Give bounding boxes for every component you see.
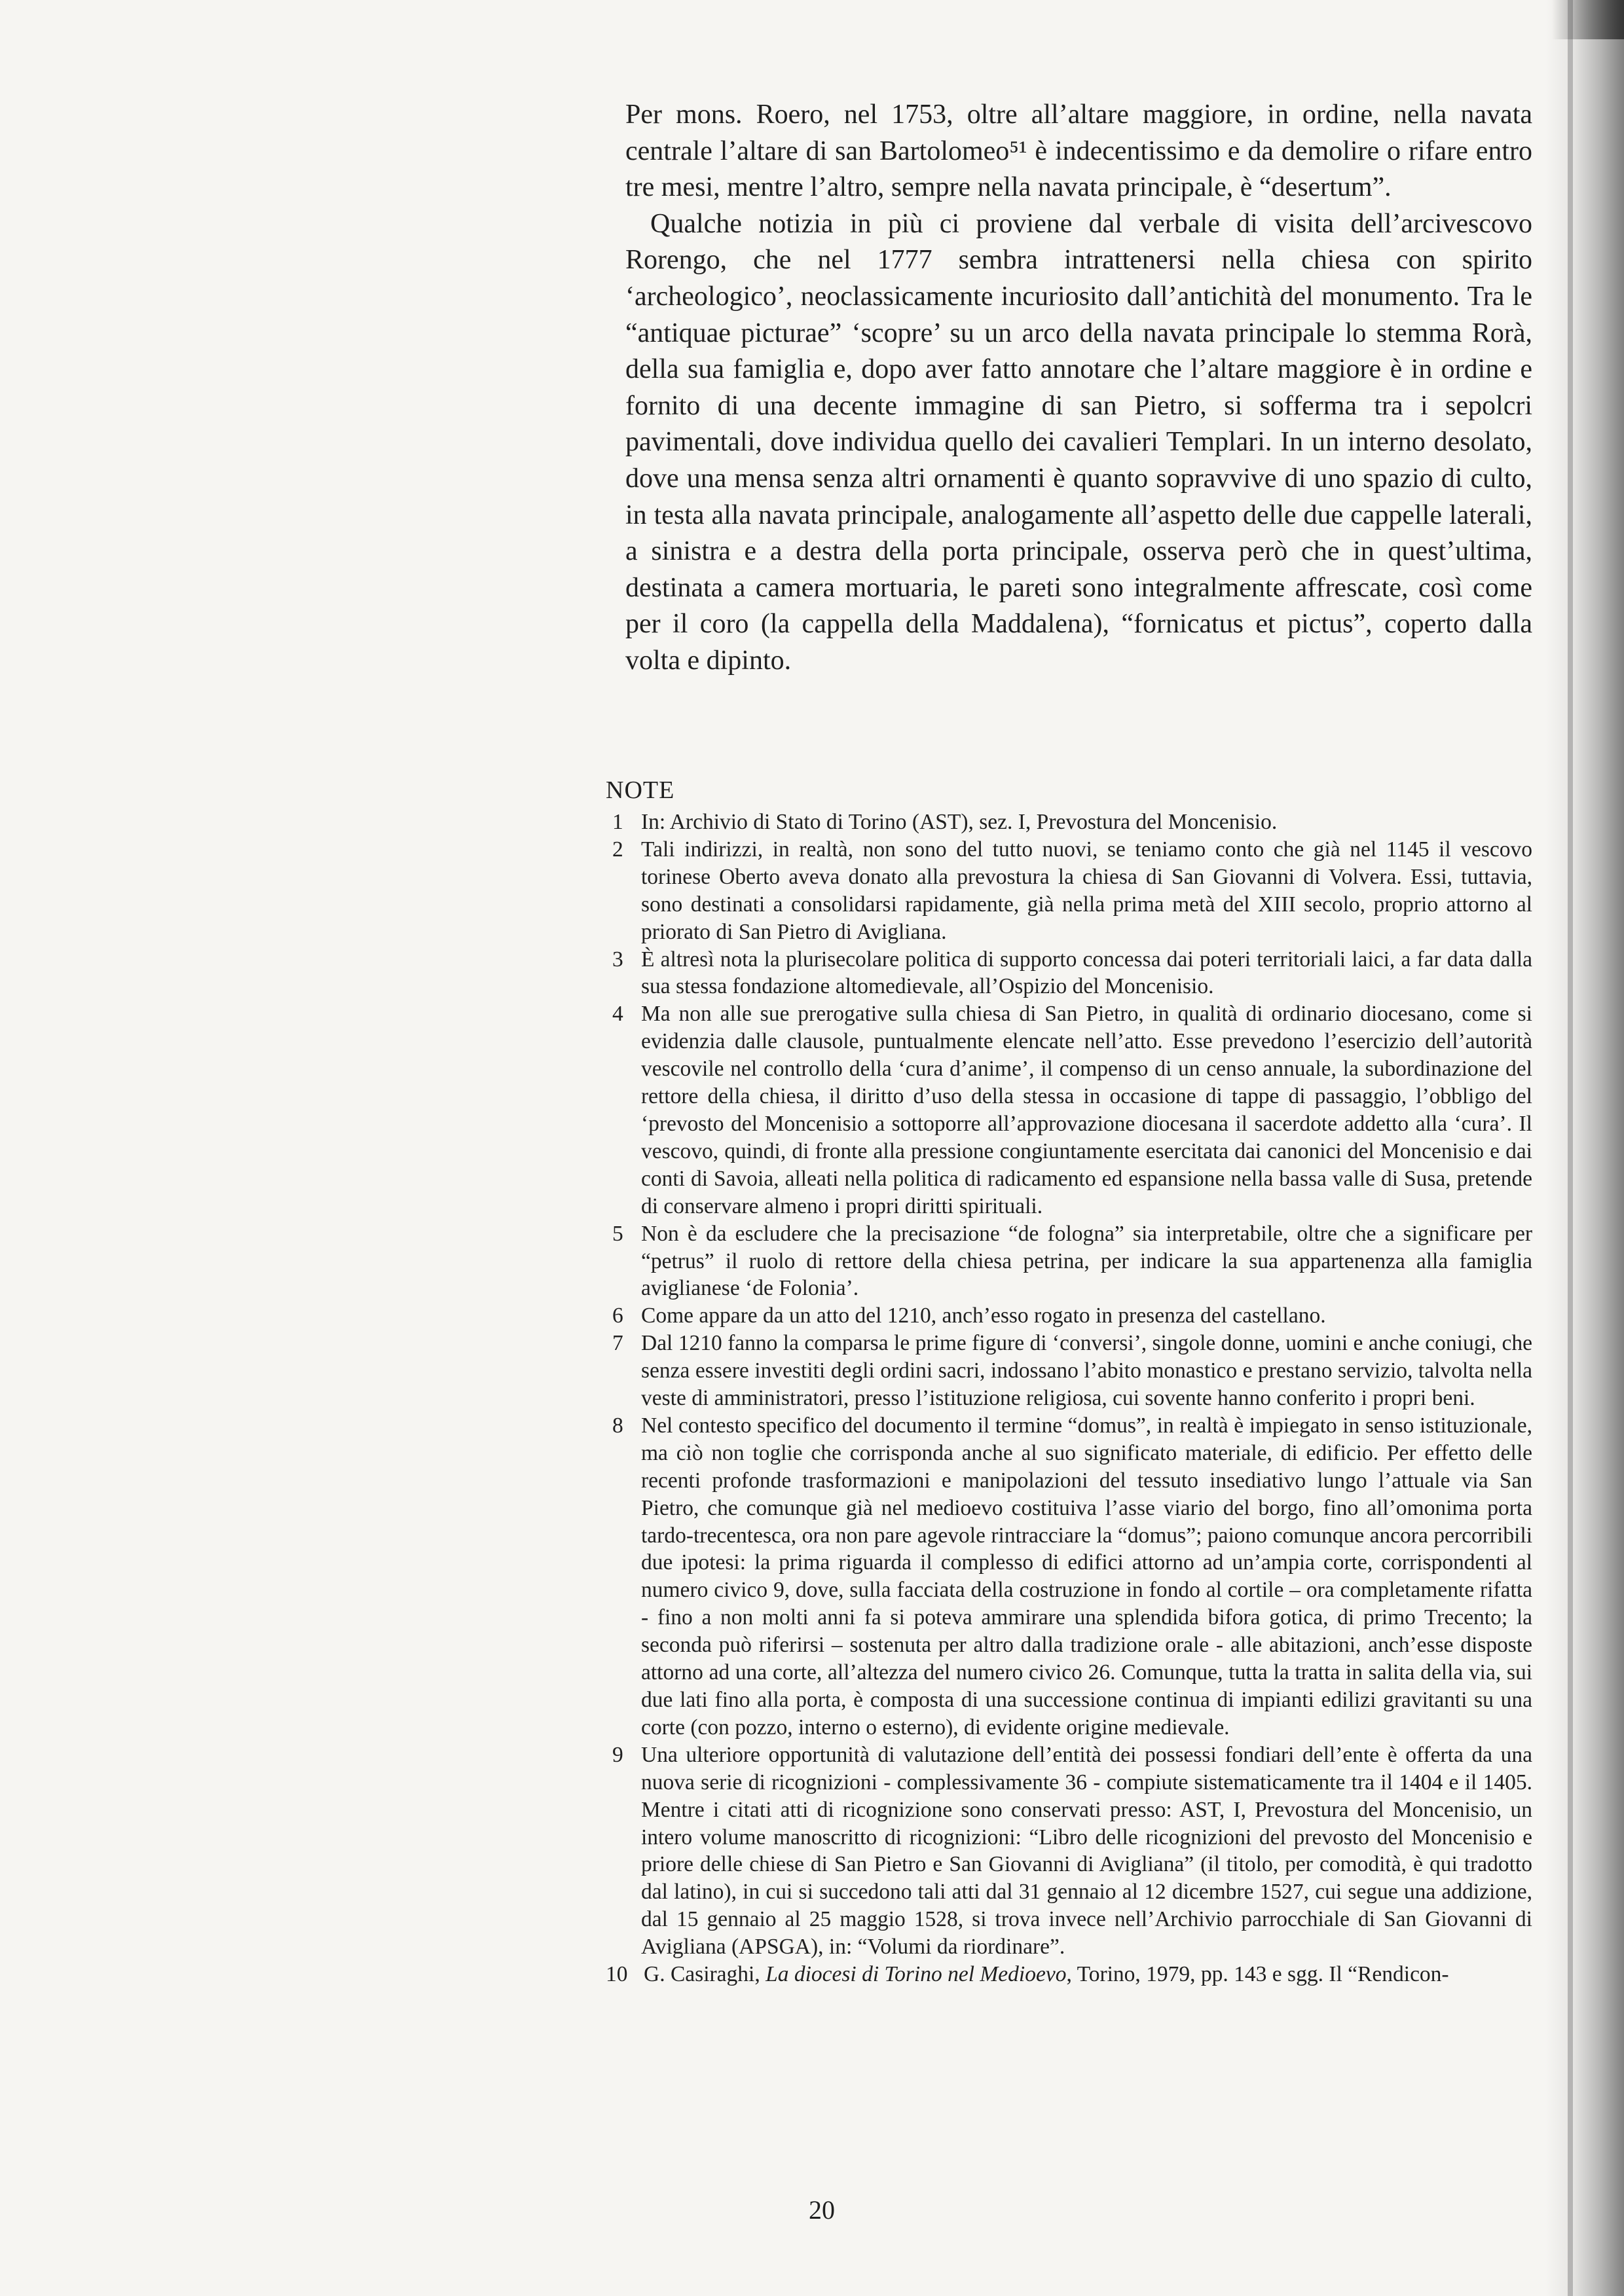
- note-item: [606, 1220, 1532, 1303]
- note-number: 8: [612, 1413, 623, 1438]
- note-text: Non è da escludere che la precisazione “de fologna” sia interpretabile, oltre che a significare per “petrus” il ruolo di rettore della chiesa petrina, per indicare la sua appartenenza alla famiglia aviglianese ‘de Folonia’.: [641, 1221, 1532, 1301]
- notes-section: [606, 774, 1532, 1988]
- note-text: Come appare da un atto del 1210, anch’esso rogato in presenza del castellano.: [641, 1303, 1326, 1328]
- note-number: 6: [612, 1303, 623, 1328]
- page-number: 20: [809, 2195, 835, 2225]
- note-item: [606, 1302, 1532, 1330]
- note-item: [606, 1961, 1532, 1988]
- note-number: 9: [612, 1742, 623, 1767]
- note-text: In: Archivio di Stato di Torino (AST), sez. I, Prevostura del Moncenisio.: [641, 810, 1278, 834]
- body-paragraph-2: Qualche notizia in più ci proviene dal verbale di visita dell’arcivescovo Rorengo, che nel 1777 sembra intrattenersi nella chiesa con spirito ‘archeologico’, neoclassicamente incuriosito dall’antichità del monumento. Tra le “antiquae picturae” ‘scopre’ su un arco della navata principale lo stemma Rorà, della sua famiglia e, dopo aver fatto annotare che l’altare maggiore è in ordine e fornito di una decente immagine di san Pietro, si sofferma tra i sepolcri pavimentali, dove individua quello dei cavalieri Templari. In un interno desolato, dove una mensa senza altri ornamenti è quanto sopravvive di uno spazio di culto, in testa alla navata principale, analogamente all’aspetto delle due cappelle laterali, a sinistra e a destra della porta principale, osserva però che in quest’ultima, destinata a camera mortuaria, le pareti sono integralmente affrescate, così come per il coro (la cappella della Maddalena), “fornicatus et pictus”, coperto dalla volta e dipinto.: [625, 208, 1532, 676]
- note-item: [606, 809, 1532, 836]
- page-corner-shadow: [1552, 0, 1624, 39]
- note-number: 7: [612, 1331, 623, 1356]
- body-text: [625, 97, 1532, 680]
- note-text: Dal 1210 fanno la comparsa le prime figure di ‘conversi’, singole donne, uomini e anche coniugi, che senza essere investiti degli ordini sacri, indossano l’abito monastico e prestano servizio, talvolta nella veste di amministratori, presso l’istituzione religiosa, cui sovente hanno conferito i propri beni.: [641, 1331, 1532, 1411]
- note-text: Ma non alle sue prerogative sulla chiesa di San Pietro, in qualità di ordinario diocesano, come si evidenzia dalle clausole, puntualmente elencate nell’atto. Esse prevedono l’esercizio dell’autorità vescovile nel controllo della ‘cura d’anime’, il compenso di un censo annuale, la subordinazione del rettore della chiesa, il diritto d’uso della stessa in occasione di tappe di passaggio, l’obbligo del ‘prevosto del Moncenisio a sottoporre all’approvazione diocesana il sacerdote addetto alla ‘cura’. Il vescovo, quindi, di fronte alla pressione congiuntamente esercitata dai canonici del Moncenisio e dai conti di Savoia, alleati nella politica di radicamento ed espansione nella bassa valle di Susa, pretende di conservare almeno i propri diritti spirituali.: [641, 1002, 1532, 1218]
- note-number: 1: [612, 810, 623, 834]
- note-item: [606, 1330, 1532, 1412]
- note-number: 3: [612, 947, 623, 972]
- note-number: 10: [606, 1962, 628, 1987]
- note-item: [606, 836, 1532, 946]
- page-gutter-line: [1568, 0, 1573, 2296]
- note-number: 2: [612, 837, 623, 862]
- note-text: È altresì nota la plurisecolare politica di supporto concessa dai poteri territoriali laici, a far data dalla sua stessa fondazione altomedievale, all’Ospizio del Moncenisio.: [641, 947, 1532, 999]
- note-number: 5: [612, 1221, 623, 1246]
- note-text: Tali indirizzi, in realtà, non sono del tutto nuovi, se teniamo conto che già nel 1145 il vescovo torinese Oberto aveva donato alla prevostura la chiesa di San Giovanni di Volvera. Essi, tuttavia, sono destinati a consolidarsi rapidamente, già nella prima metà del XIII secolo, proprio attorno al priorato di San Pietro di Avigliana.: [641, 837, 1532, 944]
- page-gutter-shadow: [1545, 0, 1624, 2296]
- note-item: [606, 1741, 1532, 1961]
- note-text: Una ulteriore opportunità di valutazione dell’entità dei possessi fondiari dell’ente è offerta da una nuova serie di ricognizioni - complessivamente 36 - compiute sistematicamente tra il 1404 e il 1405. Mentre i citati atti di ricognizione sono conservati presso: AST, I, Prevostura del Moncenisio, un intero volume manoscritto di ricognizioni: “Libro delle ricognizioni del prevosto del Moncenisio e priore delle chiese di San Pietro e San Giovanni di Avigliana” (il titolo, per comodità, è qui tradotto dal latino), in cui si succedono tali atti dal 31 gennaio al 12 dicembre 1527, cui segue una addizione, dal 15 gennaio al 25 maggio 1528, si trova invece nell’Archivio parrocchiale di San Giovanni di Avigliana (APSGA), in: “Volumi da riordinare”.: [641, 1742, 1532, 1959]
- note-text-before: G. Casiraghi,: [644, 1962, 766, 1987]
- note-item: [606, 946, 1532, 1001]
- notes-list: [606, 809, 1532, 1988]
- body-paragraph-1: Per mons. Roero, nel 1753, oltre all’altare maggiore, in ordine, nella navata centrale l’altare di san Bartolomeo⁵¹ è indecentissimo e da demolire o rifare entro tre mesi, mentre l’altro, sempre nella navata principale, è “desertum”.: [625, 100, 1532, 203]
- notes-heading: NOTE: [606, 776, 675, 804]
- note-text: Nel contesto specifico del documento il termine “domus”, in realtà è impiegato in senso istituzionale, ma ciò non toglie che corrisponda anche al suo significato materiale, di edificio. Per effetto delle recenti profonde trasformazioni e manipolazioni del tessuto insediativo lungo l’attuale via San Pietro, che comunque già nel medioevo costituiva l’asse viario del borgo, fino all’omonima porta tardo-trecentesca, ora non pare agevole rintracciare la “domus”; paiono comunque ancora percorribili due ipotesi: la prima riguarda il complesso di edifici attorno ad un’ampia corte, corrispondenti al numero civico 9, dove, sulla facciata della costruzione in fondo al cortile – ora completamente rifatta - fino a non molti anni fa si poteva ammirare una splendida bifora gotica, di primo Trecento; la seconda può riferirsi – sostenuta per altro dalla tradizione orale - alle abitazioni, anch’esse disposte attorno ad una corte, all’altezza del numero civico 26. Comunque, tutta la tratta in salita della via, sui due lati fino alla porta, è composta di una successione continua di impianti edilizi gravitanti su una corte (con pozzo, interno o esterno), di evidente origine medievale.: [641, 1413, 1532, 1740]
- note-number: 4: [612, 1002, 623, 1027]
- note-book-title: La diocesi di Torino nel Medioevo: [766, 1962, 1067, 1987]
- note-item: [606, 1000, 1532, 1220]
- note-item: [606, 1412, 1532, 1741]
- note-text-after: , Torino, 1979, pp. 143 e sgg. Il “Rendicon-: [1066, 1962, 1449, 1987]
